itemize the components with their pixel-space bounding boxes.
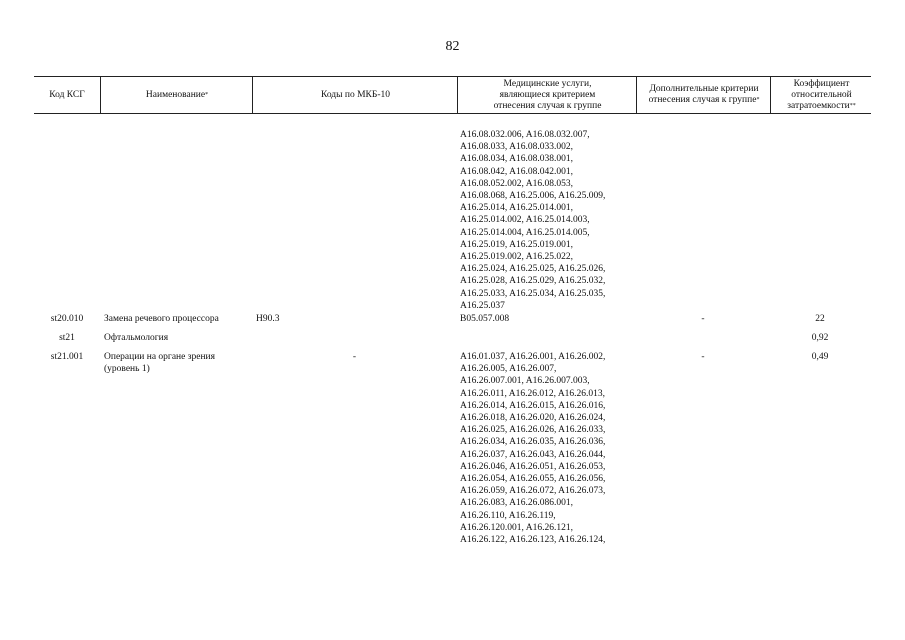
service-code-line: A16.26.011, A16.26.012, A16.26.013, <box>460 388 606 399</box>
service-code-line: A16.08.052.002, A16.08.053, <box>460 178 573 189</box>
ksg-name <box>104 332 254 344</box>
service-code-line: A16.26.014, A16.26.015, A16.26.016, <box>460 400 606 411</box>
ksg-code: st21 <box>59 333 75 343</box>
service-code-line: A16.25.019.002, A16.25.022, <box>460 252 573 263</box>
service-code-line: A16.25.037 <box>460 300 505 311</box>
service-code-line: A16.26.120.001, A16.26.121, <box>460 522 573 533</box>
service-code-line: A16.25.028, A16.25.029, A16.25.032, <box>460 276 606 287</box>
header-mkb <box>252 77 458 113</box>
service-code-line: A16.25.014.004, A16.25.014.005, <box>460 227 590 238</box>
coefficient: 0,49 <box>811 352 829 362</box>
mkb-codes: H90.3 <box>256 314 280 324</box>
header-name <box>100 77 253 113</box>
header-services-line: Медицинские услуги, <box>503 78 592 89</box>
ksg-name-line: Офтальмология <box>104 333 169 343</box>
mkb-codes: - <box>352 352 357 362</box>
services-cell <box>460 129 638 312</box>
header-services-line: отнесения случая к группе <box>493 100 602 111</box>
ksg-code: st21.001 <box>50 352 84 362</box>
service-code-line: A16.25.024, A16.25.025, A16.25.026, <box>460 264 606 275</box>
header-mkb-text: Коды по МКБ-10 <box>320 89 391 100</box>
ksg-code: st20.010 <box>50 314 84 324</box>
header-criteria-sup: * <box>756 97 760 103</box>
header-coef-sup: ** <box>849 102 856 109</box>
header-criteria <box>636 77 771 113</box>
ksg-name <box>104 313 254 325</box>
service-code-line: A16.26.122, A16.26.123, A16.26.124, <box>460 535 606 546</box>
table-row <box>34 114 871 311</box>
table-body <box>34 114 871 561</box>
service-code-line: A16.26.059, A16.26.072, A16.26.073, <box>460 486 606 497</box>
coefficient: 22 <box>815 314 825 324</box>
service-code-line: B05.057.008 <box>460 314 510 324</box>
header-services-line: являющиеся критерием <box>499 89 596 100</box>
service-code-line: A16.08.032.006, A16.08.032.007, <box>460 130 590 140</box>
service-code-line: A16.26.025, A16.26.026, A16.26.033, <box>460 425 606 436</box>
coefficient: 0,92 <box>811 333 829 343</box>
ksg-name-line: (уровень 1) <box>104 364 150 375</box>
ksg-name-line: Операции на органе зрения <box>104 352 215 362</box>
header-name-sup: * <box>205 91 209 98</box>
header-coef-line: затратоемкости** <box>787 100 856 111</box>
table-row <box>34 346 871 561</box>
header-criteria-line: отнесения случая к группе* <box>648 95 760 105</box>
service-code-line: A16.08.042, A16.08.042.001, <box>460 166 573 177</box>
service-code-line: A16.25.014, A16.25.014.001, <box>460 203 573 214</box>
service-code-line: A16.26.110, A16.26.119, <box>460 510 556 521</box>
page-number: 82 <box>445 39 460 54</box>
services-cell <box>460 313 638 325</box>
service-code-line: A16.26.054, A16.26.055, A16.26.056, <box>460 474 606 485</box>
service-code-line: A16.26.005, A16.26.007, <box>460 364 557 375</box>
extra-criteria: - <box>701 352 705 362</box>
service-code-line: A16.25.019, A16.25.019.001, <box>460 239 573 250</box>
service-code-line: A16.25.033, A16.25.034, A16.25.035, <box>460 288 606 299</box>
ksg-name-line: Замена речевого процессора <box>104 314 219 324</box>
extra-criteria: - <box>701 314 705 324</box>
ksg-name <box>104 351 254 375</box>
table-header <box>34 76 871 114</box>
service-code-line: A16.01.037, A16.26.001, A16.26.002, <box>460 352 606 362</box>
service-code-line: A16.26.007.001, A16.26.007.003, <box>460 376 590 387</box>
service-code-line: A16.08.033, A16.08.033.002, <box>460 142 573 153</box>
ksg-table <box>34 76 871 561</box>
header-name-text: Наименование* <box>145 89 209 100</box>
header-services <box>457 77 637 113</box>
service-code-line: A16.26.083, A16.26.086.001, <box>460 498 573 509</box>
service-code-line: A16.26.037, A16.26.043, A16.26.044, <box>460 449 606 460</box>
header-coef <box>770 77 872 113</box>
service-code-line: A16.08.034, A16.08.038.001, <box>460 154 573 165</box>
service-code-line: A16.26.018, A16.26.020, A16.26.024, <box>460 413 606 424</box>
header-code <box>34 77 100 113</box>
service-code-line: A16.26.034, A16.26.035, A16.26.036, <box>460 437 606 448</box>
service-code-line: A16.26.046, A16.26.051, A16.26.053, <box>460 461 606 472</box>
table-row <box>34 327 871 346</box>
service-code-line: A16.25.014.002, A16.25.014.003, <box>460 215 590 226</box>
header-coef-line: относительной <box>791 89 852 100</box>
services-cell <box>460 351 638 546</box>
header-code-text: Код КСГ <box>49 89 85 100</box>
service-code-line: A16.08.068, A16.25.006, A16.25.009, <box>460 191 606 202</box>
header-coef-line: Коэффициент <box>793 78 850 89</box>
table-row <box>34 308 871 327</box>
header-criteria-line: Дополнительные критерии <box>649 84 759 94</box>
